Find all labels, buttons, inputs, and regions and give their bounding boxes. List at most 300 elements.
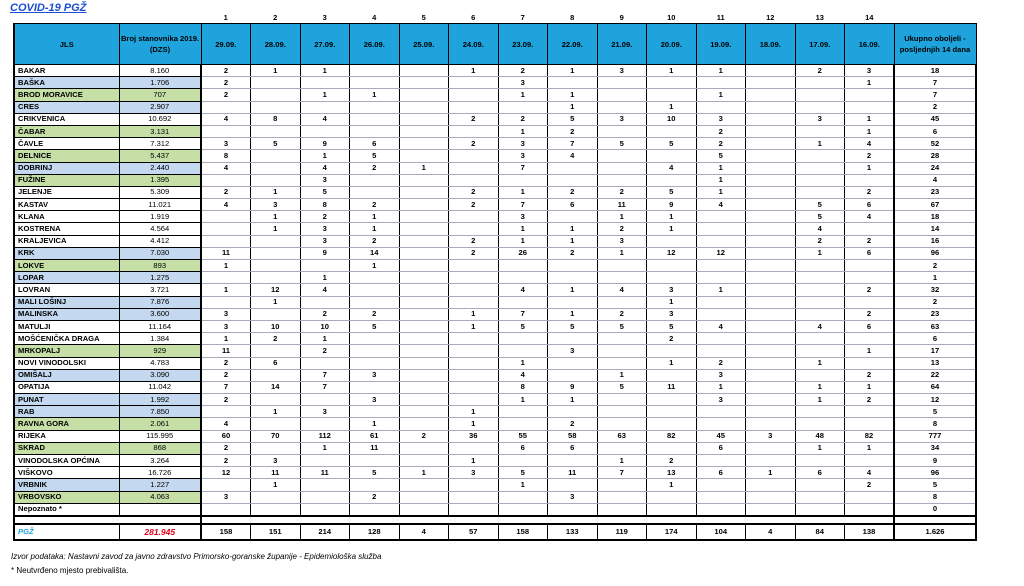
daily-cases bbox=[597, 357, 647, 369]
daily-cases: 2 bbox=[201, 77, 251, 89]
daily-cases: 1 bbox=[201, 333, 251, 345]
daily-cases bbox=[251, 125, 301, 137]
population-value: 7.312 bbox=[119, 138, 201, 150]
daily-cases: 82 bbox=[845, 430, 895, 442]
population-value: 1.384 bbox=[119, 333, 201, 345]
daily-cases bbox=[597, 77, 647, 89]
daily-cases: 11 bbox=[251, 467, 301, 479]
daily-cases bbox=[795, 455, 845, 467]
daily-cases: 1 bbox=[449, 320, 499, 332]
daily-cases: 1 bbox=[300, 65, 350, 77]
table-row bbox=[14, 272, 976, 284]
daily-cases bbox=[548, 162, 598, 174]
daily-cases bbox=[399, 150, 449, 162]
daily-cases bbox=[597, 345, 647, 357]
daily-cases: 2 bbox=[201, 89, 251, 101]
daily-cases: 3 bbox=[746, 430, 796, 442]
column-number: 9 bbox=[619, 13, 624, 22]
daily-cases bbox=[647, 503, 697, 516]
daily-cases bbox=[350, 113, 400, 125]
daily-cases bbox=[795, 491, 845, 503]
daily-cases bbox=[548, 503, 598, 516]
daily-cases: 1 bbox=[251, 211, 301, 223]
daily-cases: 1 bbox=[251, 223, 301, 235]
daily-cases bbox=[696, 101, 746, 113]
municipality-name: LOVRAN bbox=[14, 284, 119, 296]
daily-cases bbox=[746, 418, 796, 430]
daily-cases: 7 bbox=[498, 308, 548, 320]
daily-cases bbox=[251, 162, 301, 174]
daily-cases bbox=[399, 308, 449, 320]
daily-cases bbox=[548, 369, 598, 381]
daily-cases bbox=[696, 406, 746, 418]
daily-cases: 1 bbox=[350, 223, 400, 235]
daily-cases bbox=[597, 491, 647, 503]
daily-cases bbox=[746, 333, 796, 345]
daily-cases bbox=[696, 455, 746, 467]
daily-cases bbox=[201, 125, 251, 137]
daily-cases bbox=[498, 406, 548, 418]
daily-cases bbox=[251, 491, 301, 503]
sum-daily: 84 bbox=[795, 524, 845, 540]
total-cases: 12 bbox=[894, 394, 976, 406]
daily-cases bbox=[300, 418, 350, 430]
table-row bbox=[14, 442, 976, 454]
daily-cases bbox=[795, 260, 845, 272]
population-value: 2.061 bbox=[119, 418, 201, 430]
daily-cases: 5 bbox=[498, 467, 548, 479]
column-number: 7 bbox=[520, 13, 525, 22]
total-cases: 45 bbox=[894, 113, 976, 125]
municipality-name: KASTAV bbox=[14, 199, 119, 211]
population-value: 707 bbox=[119, 89, 201, 101]
total-cases: 17 bbox=[894, 345, 976, 357]
daily-cases: 7 bbox=[597, 467, 647, 479]
daily-cases: 1 bbox=[696, 89, 746, 101]
daily-cases bbox=[845, 174, 895, 186]
population-value: 16.726 bbox=[119, 467, 201, 479]
daily-cases bbox=[300, 125, 350, 137]
table-row bbox=[14, 77, 976, 89]
daily-cases bbox=[449, 272, 499, 284]
daily-cases bbox=[399, 199, 449, 211]
daily-cases bbox=[201, 211, 251, 223]
population-value: 2.440 bbox=[119, 162, 201, 174]
daily-cases: 1 bbox=[845, 125, 895, 137]
daily-cases: 5 bbox=[350, 467, 400, 479]
daily-cases: 10 bbox=[647, 113, 697, 125]
daily-cases: 3 bbox=[300, 235, 350, 247]
daily-cases: 45 bbox=[696, 430, 746, 442]
daily-cases bbox=[795, 77, 845, 89]
municipality-name: KRALJEVICA bbox=[14, 235, 119, 247]
daily-cases bbox=[795, 150, 845, 162]
total-cases: 5 bbox=[894, 406, 976, 418]
daily-cases bbox=[746, 320, 796, 332]
spacer-cell bbox=[201, 516, 251, 524]
population-value: 115.995 bbox=[119, 430, 201, 442]
daily-cases: 2 bbox=[696, 138, 746, 150]
daily-cases: 1 bbox=[498, 89, 548, 101]
daily-cases: 2 bbox=[647, 455, 697, 467]
daily-cases bbox=[696, 333, 746, 345]
daily-cases: 2 bbox=[548, 247, 598, 259]
daily-cases bbox=[746, 113, 796, 125]
sum-daily: 151 bbox=[251, 524, 301, 540]
daily-cases: 9 bbox=[300, 247, 350, 259]
daily-cases: 2 bbox=[350, 199, 400, 211]
daily-cases bbox=[399, 296, 449, 308]
daily-cases bbox=[449, 89, 499, 101]
table-row bbox=[14, 65, 976, 77]
header-date: 22.09. bbox=[548, 24, 598, 65]
daily-cases bbox=[399, 345, 449, 357]
daily-cases: 11 bbox=[201, 247, 251, 259]
table-row bbox=[14, 260, 976, 272]
daily-cases: 5 bbox=[647, 186, 697, 198]
daily-cases bbox=[845, 272, 895, 284]
municipality-name: VINODOLSKA OPĆINA bbox=[14, 455, 119, 467]
daily-cases bbox=[350, 333, 400, 345]
daily-cases: 2 bbox=[795, 65, 845, 77]
daily-cases: 61 bbox=[350, 430, 400, 442]
daily-cases: 1 bbox=[449, 308, 499, 320]
daily-cases: 1 bbox=[696, 186, 746, 198]
daily-cases bbox=[746, 308, 796, 320]
daily-cases: 5 bbox=[696, 150, 746, 162]
daily-cases bbox=[746, 138, 796, 150]
daily-cases bbox=[696, 491, 746, 503]
total-cases: 2 bbox=[894, 101, 976, 113]
daily-cases: 48 bbox=[795, 430, 845, 442]
sum-population: 281.945 bbox=[119, 524, 201, 540]
daily-cases bbox=[696, 345, 746, 357]
page-title: COVID-19 PGŽ bbox=[10, 2, 87, 14]
total-cases: 14 bbox=[894, 223, 976, 235]
daily-cases bbox=[647, 442, 697, 454]
daily-cases bbox=[746, 284, 796, 296]
daily-cases: 1 bbox=[498, 186, 548, 198]
daily-cases: 5 bbox=[597, 320, 647, 332]
total-cases: 8 bbox=[894, 418, 976, 430]
daily-cases: 1 bbox=[696, 174, 746, 186]
municipality-name: NOVI VINODOLSKI bbox=[14, 357, 119, 369]
header-row bbox=[14, 24, 976, 65]
total-cases: 23 bbox=[894, 186, 976, 198]
daily-cases: 2 bbox=[845, 186, 895, 198]
daily-cases bbox=[597, 418, 647, 430]
daily-cases: 2 bbox=[498, 65, 548, 77]
daily-cases: 9 bbox=[548, 381, 598, 393]
daily-cases: 10 bbox=[300, 320, 350, 332]
daily-cases bbox=[449, 162, 499, 174]
covid-table bbox=[13, 13, 977, 541]
table-row bbox=[14, 150, 976, 162]
population-value: 5.309 bbox=[119, 186, 201, 198]
daily-cases: 5 bbox=[647, 320, 697, 332]
sum-row bbox=[14, 524, 976, 540]
municipality-name: JELENJE bbox=[14, 186, 119, 198]
daily-cases: 58 bbox=[548, 430, 598, 442]
daily-cases: 1 bbox=[300, 150, 350, 162]
daily-cases bbox=[746, 369, 796, 381]
daily-cases: 2 bbox=[845, 235, 895, 247]
daily-cases bbox=[300, 77, 350, 89]
daily-cases: 1 bbox=[597, 455, 647, 467]
municipality-name: VRBOVSKO bbox=[14, 491, 119, 503]
daily-cases bbox=[399, 406, 449, 418]
daily-cases: 2 bbox=[300, 308, 350, 320]
daily-cases bbox=[498, 491, 548, 503]
table-row bbox=[14, 296, 976, 308]
table-row bbox=[14, 345, 976, 357]
sum-daily: 128 bbox=[350, 524, 400, 540]
daily-cases bbox=[201, 479, 251, 491]
daily-cases: 3 bbox=[795, 113, 845, 125]
daily-cases: 1 bbox=[696, 162, 746, 174]
daily-cases: 2 bbox=[449, 235, 499, 247]
daily-cases bbox=[795, 272, 845, 284]
total-cases: 52 bbox=[894, 138, 976, 150]
header-date: 26.09. bbox=[350, 24, 400, 65]
municipality-name: BAŠKA bbox=[14, 77, 119, 89]
daily-cases: 8 bbox=[300, 199, 350, 211]
population-value: 929 bbox=[119, 345, 201, 357]
population-value: 3.264 bbox=[119, 455, 201, 467]
daily-cases bbox=[746, 345, 796, 357]
municipality-name: LOKVE bbox=[14, 260, 119, 272]
municipality-name: RAVNA GORA bbox=[14, 418, 119, 430]
sum-daily: 4 bbox=[399, 524, 449, 540]
daily-cases: 5 bbox=[597, 381, 647, 393]
total-cases: 64 bbox=[894, 381, 976, 393]
daily-cases: 7 bbox=[548, 138, 598, 150]
municipality-name: MALINSKA bbox=[14, 308, 119, 320]
table-row bbox=[14, 394, 976, 406]
daily-cases: 2 bbox=[449, 247, 499, 259]
daily-cases: 1 bbox=[647, 65, 697, 77]
spacer-cell bbox=[696, 516, 746, 524]
table-row bbox=[14, 381, 976, 393]
table-row bbox=[14, 491, 976, 503]
daily-cases: 4 bbox=[845, 467, 895, 479]
spacer-row bbox=[14, 516, 976, 524]
daily-cases bbox=[399, 65, 449, 77]
column-number: 6 bbox=[471, 13, 476, 22]
daily-cases bbox=[498, 101, 548, 113]
daily-cases: 1 bbox=[350, 211, 400, 223]
daily-cases: 10 bbox=[251, 320, 301, 332]
daily-cases bbox=[746, 199, 796, 211]
municipality-name: KOSTRENA bbox=[14, 223, 119, 235]
spacer-cell bbox=[119, 516, 201, 524]
daily-cases: 1 bbox=[548, 223, 598, 235]
daily-cases: 1 bbox=[548, 284, 598, 296]
daily-cases: 3 bbox=[201, 491, 251, 503]
spacer-cell bbox=[647, 516, 697, 524]
daily-cases: 4 bbox=[201, 113, 251, 125]
municipality-name: FUŽINE bbox=[14, 174, 119, 186]
blank-cell bbox=[894, 13, 976, 24]
daily-cases: 2 bbox=[696, 357, 746, 369]
population-value: 11.164 bbox=[119, 320, 201, 332]
daily-cases: 1 bbox=[300, 442, 350, 454]
daily-cases bbox=[399, 174, 449, 186]
daily-cases: 5 bbox=[597, 138, 647, 150]
daily-cases: 2 bbox=[201, 65, 251, 77]
sum-daily: 174 bbox=[647, 524, 697, 540]
daily-cases: 1 bbox=[548, 235, 598, 247]
population-value: 1.275 bbox=[119, 272, 201, 284]
table-row bbox=[14, 455, 976, 467]
daily-cases bbox=[647, 77, 697, 89]
column-number: 3 bbox=[322, 13, 327, 22]
header-jls: JLS bbox=[14, 24, 119, 65]
daily-cases: 6 bbox=[350, 138, 400, 150]
daily-cases bbox=[251, 272, 301, 284]
daily-cases: 1 bbox=[449, 406, 499, 418]
daily-cases bbox=[597, 125, 647, 137]
daily-cases: 1 bbox=[845, 77, 895, 89]
daily-cases bbox=[746, 491, 796, 503]
daily-cases bbox=[746, 247, 796, 259]
municipality-name: DOBRINJ bbox=[14, 162, 119, 174]
daily-cases bbox=[399, 113, 449, 125]
population-value: 7.030 bbox=[119, 247, 201, 259]
population-value: 1.395 bbox=[119, 174, 201, 186]
daily-cases: 1 bbox=[548, 394, 598, 406]
total-cases: 1 bbox=[894, 272, 976, 284]
daily-cases bbox=[597, 479, 647, 491]
daily-cases bbox=[647, 345, 697, 357]
daily-cases bbox=[597, 406, 647, 418]
table-row bbox=[14, 406, 976, 418]
daily-cases: 2 bbox=[845, 479, 895, 491]
total-cases: 8 bbox=[894, 491, 976, 503]
daily-cases bbox=[251, 235, 301, 247]
daily-cases bbox=[597, 150, 647, 162]
daily-cases: 1 bbox=[251, 296, 301, 308]
daily-cases: 2 bbox=[548, 418, 598, 430]
daily-cases bbox=[696, 272, 746, 284]
daily-cases bbox=[548, 174, 598, 186]
daily-cases: 2 bbox=[597, 308, 647, 320]
daily-cases: 14 bbox=[251, 381, 301, 393]
daily-cases bbox=[449, 503, 499, 516]
population-value: 1.227 bbox=[119, 479, 201, 491]
column-number: 13 bbox=[815, 13, 824, 22]
header-date: 28.09. bbox=[251, 24, 301, 65]
total-cases: 18 bbox=[894, 65, 976, 77]
daily-cases: 2 bbox=[795, 235, 845, 247]
daily-cases: 1 bbox=[845, 113, 895, 125]
daily-cases bbox=[449, 479, 499, 491]
daily-cases: 1 bbox=[251, 65, 301, 77]
daily-cases bbox=[399, 272, 449, 284]
municipality-name: BAKAR bbox=[14, 65, 119, 77]
population-value: 11.021 bbox=[119, 199, 201, 211]
daily-cases: 6 bbox=[498, 442, 548, 454]
footnote: * Neutvrđeno mjesto prebivališta. bbox=[11, 566, 129, 575]
daily-cases bbox=[498, 174, 548, 186]
daily-cases: 36 bbox=[449, 430, 499, 442]
daily-cases: 2 bbox=[548, 125, 598, 137]
table-row bbox=[14, 199, 976, 211]
sum-daily: 158 bbox=[498, 524, 548, 540]
daily-cases bbox=[350, 345, 400, 357]
daily-cases: 11 bbox=[201, 345, 251, 357]
daily-cases: 1 bbox=[399, 162, 449, 174]
municipality-name: KRK bbox=[14, 247, 119, 259]
daily-cases bbox=[201, 174, 251, 186]
municipality-name: KLANA bbox=[14, 211, 119, 223]
daily-cases bbox=[251, 394, 301, 406]
daily-cases: 63 bbox=[597, 430, 647, 442]
daily-cases bbox=[399, 235, 449, 247]
daily-cases: 3 bbox=[597, 113, 647, 125]
daily-cases bbox=[300, 479, 350, 491]
daily-cases bbox=[548, 260, 598, 272]
daily-cases: 1 bbox=[795, 394, 845, 406]
source-note: Izvor podataka: Nastavni zavod za javno zdravstvo Primorsko-goranske županije - Epidemiološka služba bbox=[11, 552, 382, 561]
daily-cases bbox=[746, 89, 796, 101]
municipality-name: ČAVLE bbox=[14, 138, 119, 150]
table-row bbox=[14, 113, 976, 125]
daily-cases: 1 bbox=[251, 406, 301, 418]
daily-cases: 3 bbox=[350, 394, 400, 406]
total-cases: 28 bbox=[894, 150, 976, 162]
daily-cases bbox=[845, 455, 895, 467]
daily-cases: 1 bbox=[845, 345, 895, 357]
daily-cases bbox=[548, 455, 598, 467]
spacer-cell bbox=[350, 516, 400, 524]
daily-cases bbox=[350, 186, 400, 198]
daily-cases: 1 bbox=[597, 247, 647, 259]
header-date: 21.09. bbox=[597, 24, 647, 65]
population-value: 8.160 bbox=[119, 65, 201, 77]
daily-cases bbox=[399, 394, 449, 406]
daily-cases: 2 bbox=[845, 284, 895, 296]
daily-cases bbox=[746, 186, 796, 198]
daily-cases: 2 bbox=[449, 113, 499, 125]
header-date: 23.09. bbox=[498, 24, 548, 65]
daily-cases: 4 bbox=[498, 369, 548, 381]
municipality-name: OPATIJA bbox=[14, 381, 119, 393]
daily-cases bbox=[795, 296, 845, 308]
daily-cases bbox=[399, 260, 449, 272]
daily-cases bbox=[597, 272, 647, 284]
population-value: 7.876 bbox=[119, 296, 201, 308]
daily-cases: 2 bbox=[548, 186, 598, 198]
daily-cases: 5 bbox=[350, 320, 400, 332]
daily-cases bbox=[597, 174, 647, 186]
daily-cases: 2 bbox=[201, 394, 251, 406]
daily-cases bbox=[498, 503, 548, 516]
table-row bbox=[14, 174, 976, 186]
daily-cases bbox=[795, 418, 845, 430]
daily-cases: 3 bbox=[548, 345, 598, 357]
daily-cases: 3 bbox=[201, 138, 251, 150]
spacer-cell bbox=[795, 516, 845, 524]
daily-cases: 55 bbox=[498, 430, 548, 442]
daily-cases bbox=[597, 162, 647, 174]
daily-cases: 1 bbox=[350, 418, 400, 430]
table-row bbox=[14, 333, 976, 345]
total-cases: 6 bbox=[894, 125, 976, 137]
municipality-name: RAB bbox=[14, 406, 119, 418]
daily-cases bbox=[647, 394, 697, 406]
daily-cases: 6 bbox=[251, 357, 301, 369]
